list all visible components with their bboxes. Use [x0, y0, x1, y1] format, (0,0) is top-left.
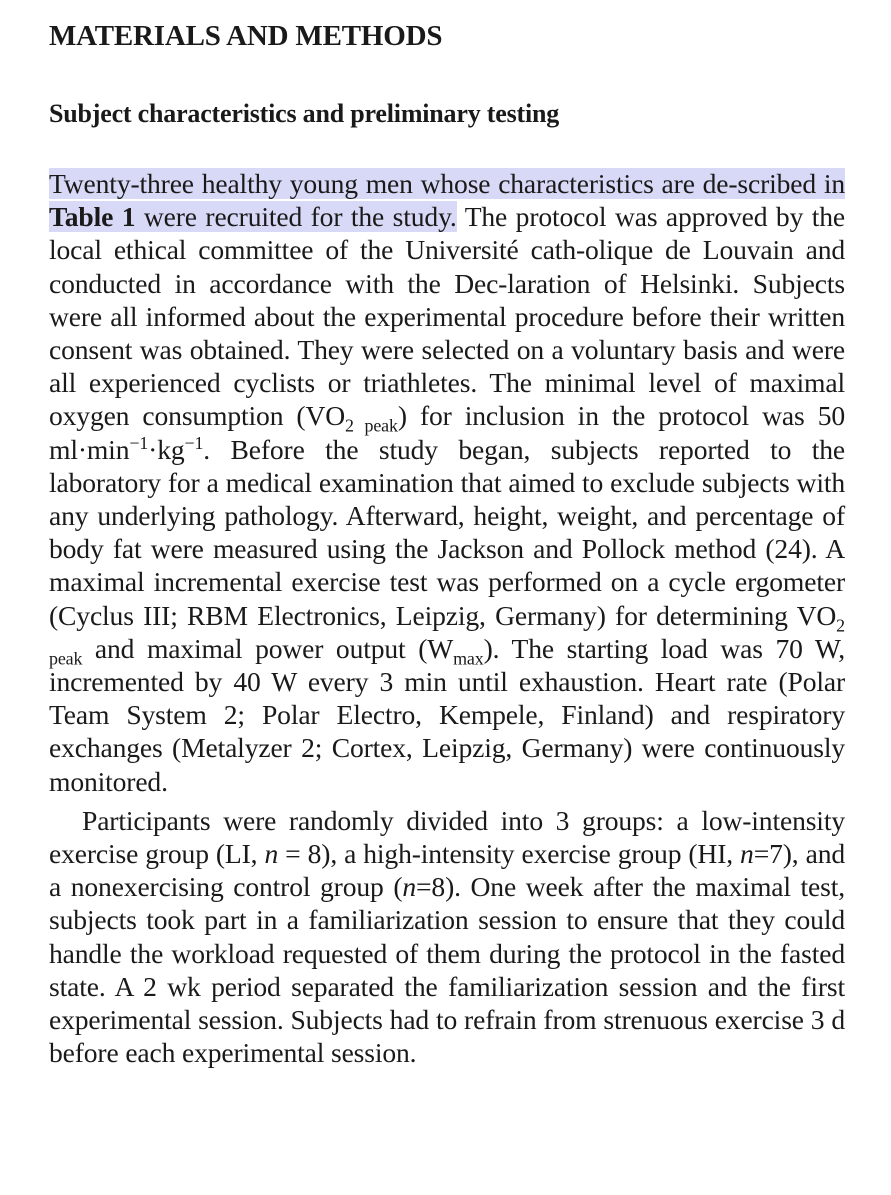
- vo2-peak-term: $VO_{2 peak}$: [305, 400, 398, 436]
- paragraph-group-assignment: Participants were randomly divided into 3 groups: a low-intensity exercise group (LI, n = 8), a high-intensity exercise group (HI, n=7), and a nonexercising control group (n=8). One week after the maximal test, subjects took part in a familiarization session to ensure that they could handle the workload requested of them during the protocol in the fasted state. A 2 wk period separated the familiarization session and the first experimental session. Subjects had to refrain from strenuous exercise 3 d before each experimental session.: [49, 804, 845, 1069]
- article-page: [49, 14, 845, 1069]
- vo2-peak-term: $VO_{2 peak}$: [49, 599, 845, 669]
- table-1-link[interactable]: Table 1: [49, 201, 136, 233]
- wmax-subscript: max: [453, 648, 484, 669]
- section-heading: MATERIALS AND METHODS: [49, 20, 443, 52]
- paragraph-subject-characteristics: Twenty-three healthy young men whose characteristics are de-scribed in Table 1 were recruited for the study. The protocol was approved by the local ethical committee of the Université cath-olique de Louvain and conducted in accordance with the Dec-laration of Helsinki. Subjects were all informed about the experimental procedure before their written consent was obtained. They were selected on a voluntary basis and were all experienced cyclists or triathletes. The minimal level of maximal oxygen consumption $(VO_{2 peak})$ for inclusion in the protocol was 50 $ml\cdot\min^{-1}\cdot kg^{-1}$. Before the study began, subjects reported to the laboratory for a medical examination that aimed to exclude subjects with any underlying pathology. Afterward, height, weight, and percentage of body fat were measured using the Jackson and Pollock method (24). A maximal incremental exercise test was performed on a cycle ergometer (Cyclus III; RBM Electronics, Leipzig, Germany) for determining $VO_{2 peak}$ and maximal power output $(W_{max})$. The starting load was 70 W, incremented by 40 W every 3 min until exhaustion. Heart rate (Polar Team System 2; Polar Electro, Kempele, Finland) and respiratory exchanges (Metalyzer 2; Cortex, Leipzig, Germany) were continuously monitored.: [49, 168, 846, 797]
- highlighted-sentence[interactable]: Twenty-three healthy young men whose characteristics are de-scribed in Table 1 were recruited for the study.: [49, 168, 845, 233]
- subsection-heading: Subject characteristics and preliminary testing: [49, 99, 560, 128]
